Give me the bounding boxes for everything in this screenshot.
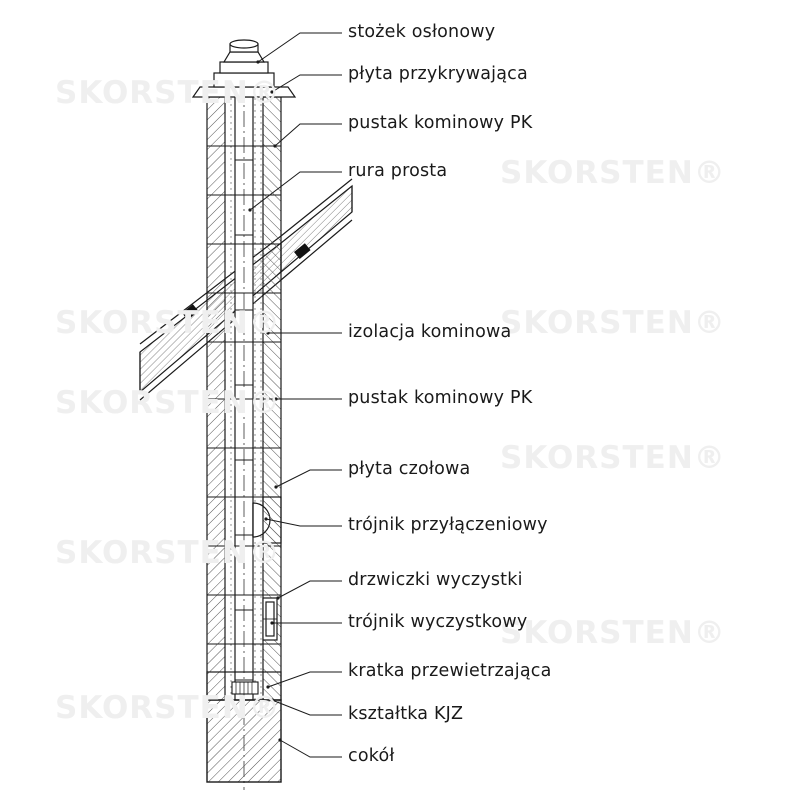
watermark: SKORSTEN® <box>500 305 726 341</box>
callout-label-stozek-oslonowy: stożek osłonowy <box>348 22 496 42</box>
watermark: SKORSTEN® <box>55 535 281 571</box>
leader-endpoint-pustak-kominowy-pk-gora <box>273 144 276 147</box>
callout-label-cokol: cokół <box>348 746 395 766</box>
callout-label-kratka-przewietrzajaca: kratka przewietrzająca <box>348 661 552 681</box>
leader-endpoint-plyta-przykrywajaca <box>270 90 273 93</box>
watermark: SKORSTEN® <box>55 385 281 421</box>
callout-label-plyta-czolowa: płyta czołowa <box>348 459 471 479</box>
leader-line-cokol <box>280 740 342 757</box>
leader-endpoint-izolacja-kominowa <box>266 331 269 334</box>
leader-endpoint-drzwiczki-wyczystki <box>276 596 279 599</box>
callout-label-rura-prosta: rura prosta <box>348 161 448 181</box>
callout-label-pustak-kominowy-pk-dol: pustak kominowy PK <box>348 388 533 408</box>
watermark: SKORSTEN® <box>500 155 726 191</box>
leader-line-drzwiczki-wyczystki <box>278 581 342 598</box>
callout-label-plyta-przykrywajaca: płyta przykrywająca <box>348 64 528 84</box>
cleanout-door <box>263 598 277 640</box>
cap-assembly <box>193 40 295 97</box>
leader-line-plyta-czolowa <box>276 470 342 487</box>
watermark: SKORSTEN® <box>55 305 281 341</box>
leader-endpoint-plyta-czolowa <box>274 485 277 488</box>
callout-label-drzwiczki-wyczystki: drzwiczki wyczystki <box>348 570 523 590</box>
leader-endpoint-rura-prosta <box>248 208 251 211</box>
leader-line-stozek-oslonowy <box>258 33 342 62</box>
callout-label-pustak-kominowy-pk-gora: pustak kominowy PK <box>348 113 533 133</box>
leader-endpoint-pustak-kominowy-pk-dol <box>274 397 277 400</box>
watermark: SKORSTEN® <box>55 75 281 111</box>
callout-label-izolacja-kominowa: izolacja kominowa <box>348 322 512 342</box>
leader-line-ksztaltka-kjz <box>272 700 342 715</box>
leader-endpoint-kratka-przewietrzajaca <box>266 685 269 688</box>
leader-endpoint-ksztaltka-kjz <box>270 698 273 701</box>
leader-endpoint-trojnik-wyczystkowy <box>270 621 273 624</box>
leader-endpoint-trojnik-przylaczeniowy <box>264 517 267 520</box>
leader-endpoint-stozek-oslonowy <box>256 60 259 63</box>
callout-label-trojnik-wyczystkowy: trójnik wyczystkowy <box>348 612 528 632</box>
ventilation-grate <box>232 682 258 694</box>
base-plinth <box>207 700 281 782</box>
callout-label-trojnik-przylaczeniowy: trójnik przyłączeniowy <box>348 515 548 535</box>
leader-endpoint-cokol <box>278 738 281 741</box>
leader-line-pustak-kominowy-pk-gora <box>275 124 342 146</box>
callout-label-ksztaltka-kjz: kształtka KJZ <box>348 704 464 724</box>
watermark: SKORSTEN® <box>55 690 281 726</box>
watermark: SKORSTEN® <box>500 440 726 476</box>
watermark: SKORSTEN® <box>500 615 726 651</box>
